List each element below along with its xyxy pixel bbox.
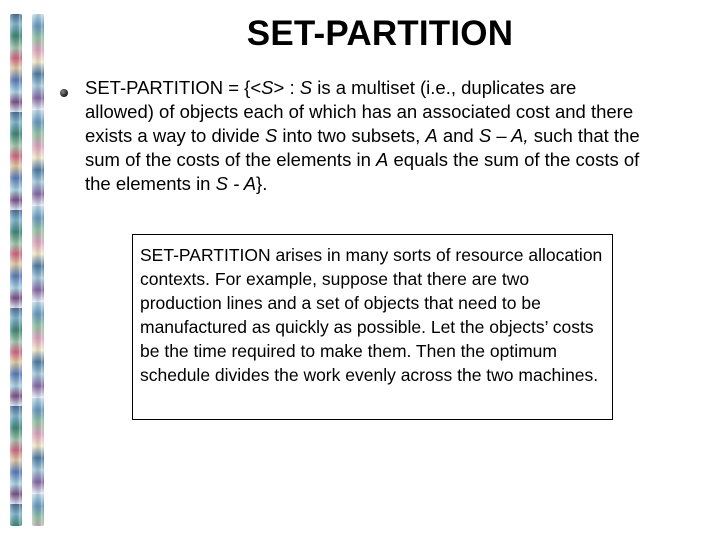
decorative-border-strip <box>32 14 44 526</box>
note-box <box>132 234 613 420</box>
definition-bullet <box>60 76 650 196</box>
slide-title: SET-PARTITION <box>246 14 514 53</box>
note-text: SET-PARTITION arises in many sorts of resource allocation contexts. For example, suppose that there are two production lines and a set of objects that need to be manufactured as quickly as possible. Let the objects’ costs be the time required to make them. Then the optimum schedule divides the work evenly across the two machines. <box>140 245 603 385</box>
decorative-border-strip <box>10 14 22 526</box>
definition-text: SET-PARTITION = {<S> : S is a multiset (i.e., duplicates are allowed) of objects each of which has an associated cost and there exists a way to divide S into two subsets, A and S – A, such that the sum of the costs of the elements in A equals the sum of the costs of the elements in S - A}. <box>85 77 640 194</box>
bullet-icon <box>60 89 68 97</box>
